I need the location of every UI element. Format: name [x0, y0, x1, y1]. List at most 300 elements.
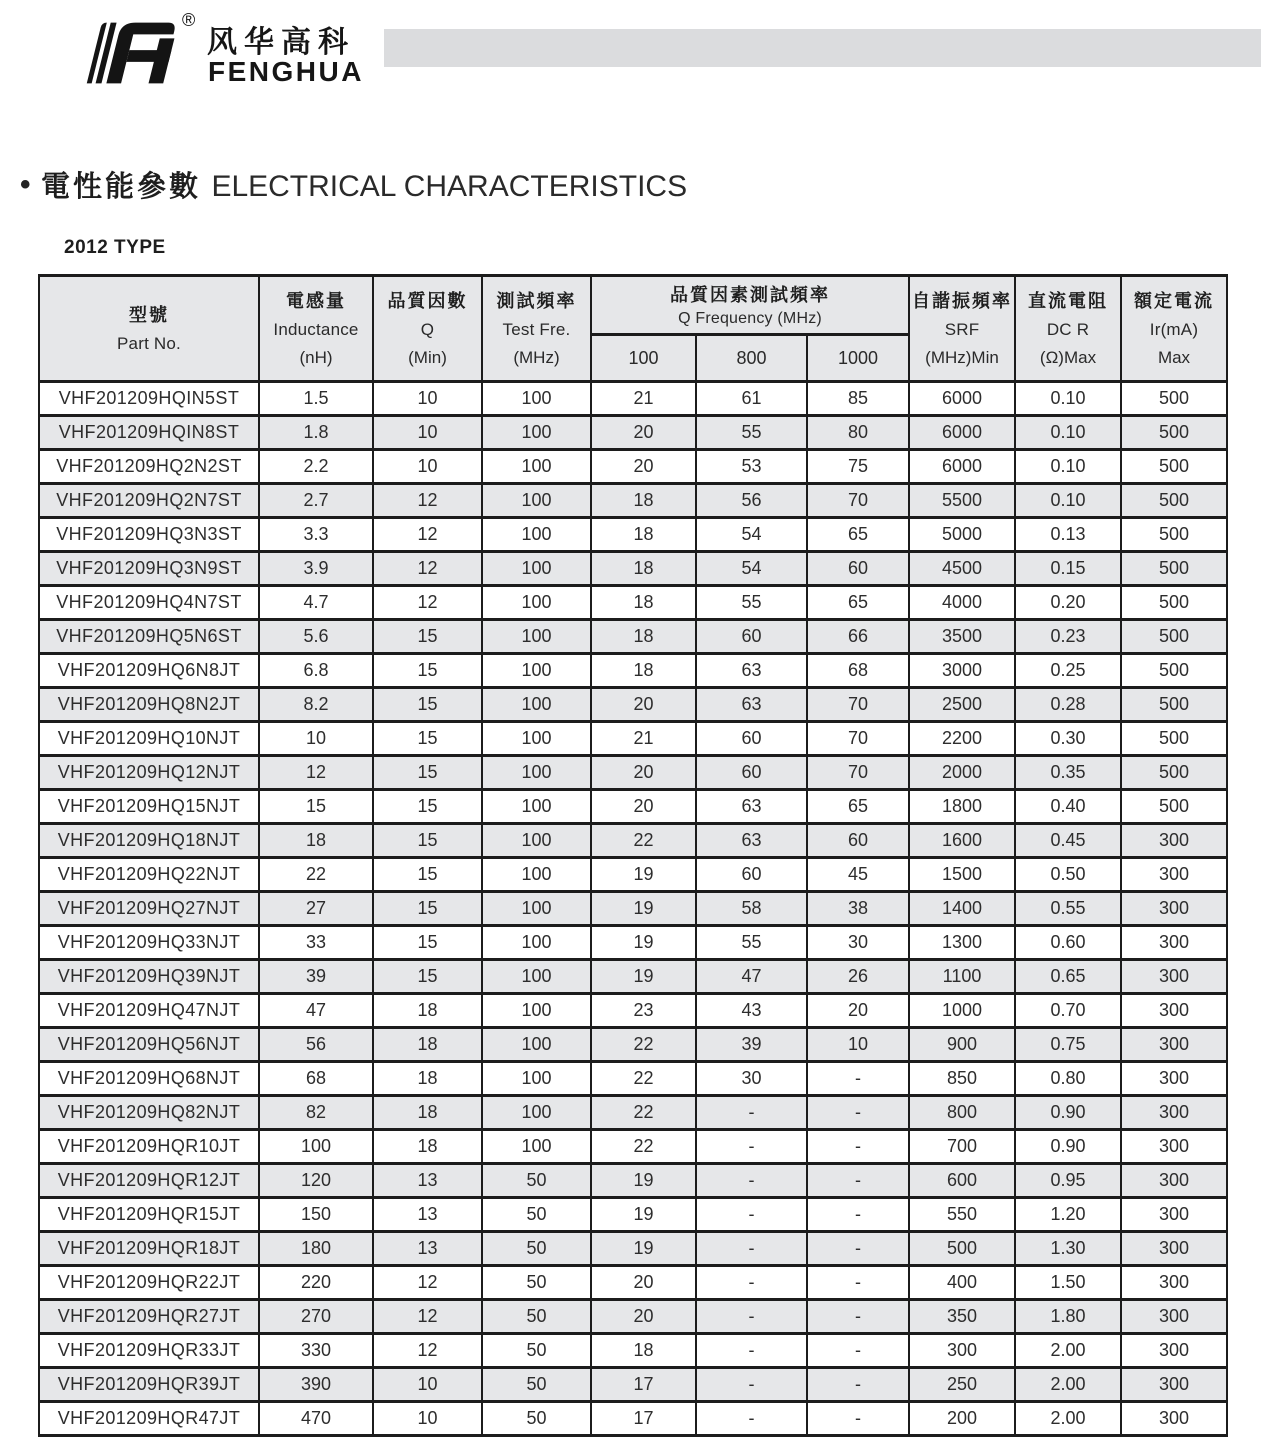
- cell-dcr-ohm-max: 0.35: [1015, 756, 1121, 790]
- cell-inductance-nh: 2.2: [259, 450, 373, 484]
- cell-q-at-1000mhz: -: [807, 1096, 909, 1130]
- table-row: [39, 790, 1227, 824]
- brand-name-en: FENGHUA: [208, 56, 364, 87]
- cell-inductance-nh: 27: [259, 892, 373, 926]
- cell-q-at-800mhz: 60: [696, 620, 807, 654]
- col-header-q-unit: (Min): [408, 347, 447, 367]
- cell-q-at-800mhz: -: [696, 1130, 807, 1164]
- col-header-rated-current-en: Ir(mA): [1149, 319, 1199, 339]
- cell-q-at-100mhz: 17: [591, 1402, 696, 1436]
- cell-ir-ma-max: 500: [1121, 620, 1227, 654]
- cell-ir-ma-max: 500: [1121, 756, 1227, 790]
- table-row: [39, 1062, 1227, 1096]
- cell-q-at-800mhz: 53: [696, 450, 807, 484]
- cell-dcr-ohm-max: 0.25: [1015, 654, 1121, 688]
- cell-part-no: VHF201209HQ3N9ST: [39, 552, 259, 586]
- cell-dcr-ohm-max: 0.70: [1015, 994, 1121, 1028]
- cell-q-at-1000mhz: -: [807, 1334, 909, 1368]
- cell-ir-ma-max: 500: [1121, 790, 1227, 824]
- col-header-srf-en: SRF: [944, 319, 980, 339]
- col-header-test-freq: [482, 276, 591, 382]
- cell-inductance-nh: 18: [259, 824, 373, 858]
- cell-srf-mhz-min: 400: [909, 1266, 1015, 1300]
- cell-q-at-1000mhz: -: [807, 1062, 909, 1096]
- cell-q-at-1000mhz: 75: [807, 450, 909, 484]
- cell-ir-ma-max: 300: [1121, 1368, 1227, 1402]
- cell-dcr-ohm-max: 0.15: [1015, 552, 1121, 586]
- electrical-characteristics-table: [38, 274, 1228, 1437]
- cell-q-at-100mhz: 20: [591, 688, 696, 722]
- cell-inductance-nh: 270: [259, 1300, 373, 1334]
- cell-q-at-100mhz: 20: [591, 1266, 696, 1300]
- cell-inductance-nh: 68: [259, 1062, 373, 1096]
- table-row: [39, 960, 1227, 994]
- cell-part-no: VHF201209HQR33JT: [39, 1334, 259, 1368]
- cell-srf-mhz-min: 6000: [909, 416, 1015, 450]
- cell-q-at-800mhz: 30: [696, 1062, 807, 1096]
- cell-q-at-1000mhz: 30: [807, 926, 909, 960]
- col-header-q-frequency-cn: 品質因素測試頻率: [670, 284, 830, 305]
- cell-q-at-1000mhz: 70: [807, 756, 909, 790]
- cell-part-no: VHF201209HQR18JT: [39, 1232, 259, 1266]
- table-row: [39, 450, 1227, 484]
- cell-q-min: 15: [373, 858, 482, 892]
- cell-srf-mhz-min: 2200: [909, 722, 1015, 756]
- cell-part-no: VHF201209HQIN5ST: [39, 382, 259, 416]
- table-row: [39, 518, 1227, 552]
- cell-inductance-nh: 180: [259, 1232, 373, 1266]
- cell-test-freq-mhz: 100: [482, 620, 591, 654]
- cell-q-min: 12: [373, 586, 482, 620]
- table-row: [39, 1028, 1227, 1062]
- cell-srf-mhz-min: 350: [909, 1300, 1015, 1334]
- cell-test-freq-mhz: 100: [482, 688, 591, 722]
- cell-srf-mhz-min: 1600: [909, 824, 1015, 858]
- cell-q-min: 12: [373, 1266, 482, 1300]
- cell-test-freq-mhz: 100: [482, 1096, 591, 1130]
- cell-q-at-100mhz: 18: [591, 586, 696, 620]
- cell-dcr-ohm-max: 0.10: [1015, 416, 1121, 450]
- cell-part-no: VHF201209HQR22JT: [39, 1266, 259, 1300]
- cell-part-no: VHF201209HQ56NJT: [39, 1028, 259, 1062]
- cell-part-no: VHF201209HQ18NJT: [39, 824, 259, 858]
- col-header-rated-current-unit: Max: [1157, 347, 1191, 367]
- col-header-q: [373, 276, 482, 382]
- cell-part-no: VHF201209HQ2N7ST: [39, 484, 259, 518]
- cell-test-freq-mhz: 50: [482, 1232, 591, 1266]
- cell-q-at-1000mhz: 66: [807, 620, 909, 654]
- cell-q-min: 10: [373, 416, 482, 450]
- col-header-test-freq-en: Test Fre.: [502, 319, 571, 339]
- cell-inductance-nh: 56: [259, 1028, 373, 1062]
- table-row: [39, 654, 1227, 688]
- table-row: [39, 1334, 1227, 1368]
- cell-test-freq-mhz: 100: [482, 1130, 591, 1164]
- cell-q-at-800mhz: 54: [696, 518, 807, 552]
- cell-q-at-100mhz: 18: [591, 518, 696, 552]
- cell-q-at-800mhz: 43: [696, 994, 807, 1028]
- header-decorative-bar: [384, 29, 1261, 67]
- cell-q-at-1000mhz: -: [807, 1300, 909, 1334]
- cell-q-at-1000mhz: 65: [807, 586, 909, 620]
- cell-q-at-100mhz: 19: [591, 892, 696, 926]
- cell-test-freq-mhz: 100: [482, 892, 591, 926]
- table-row: [39, 994, 1227, 1028]
- cell-srf-mhz-min: 700: [909, 1130, 1015, 1164]
- cell-inductance-nh: 150: [259, 1198, 373, 1232]
- cell-srf-mhz-min: 1400: [909, 892, 1015, 926]
- cell-inductance-nh: 6.8: [259, 654, 373, 688]
- cell-srf-mhz-min: 6000: [909, 450, 1015, 484]
- table-row: [39, 1164, 1227, 1198]
- cell-ir-ma-max: 300: [1121, 1198, 1227, 1232]
- cell-part-no: VHF201209HQIN8ST: [39, 416, 259, 450]
- cell-dcr-ohm-max: 1.80: [1015, 1300, 1121, 1334]
- cell-test-freq-mhz: 50: [482, 1164, 591, 1198]
- cell-test-freq-mhz: 100: [482, 382, 591, 416]
- cell-q-at-100mhz: 21: [591, 382, 696, 416]
- table-body: [39, 382, 1227, 1436]
- cell-srf-mhz-min: 2500: [909, 688, 1015, 722]
- cell-q-min: 10: [373, 1368, 482, 1402]
- table-row: [39, 824, 1227, 858]
- cell-q-min: 15: [373, 926, 482, 960]
- cell-part-no: VHF201209HQ6N8JT: [39, 654, 259, 688]
- table-row: [39, 1096, 1227, 1130]
- cell-q-at-100mhz: 23: [591, 994, 696, 1028]
- cell-q-at-800mhz: 55: [696, 586, 807, 620]
- cell-q-at-100mhz: 20: [591, 416, 696, 450]
- cell-test-freq-mhz: 50: [482, 1266, 591, 1300]
- cell-test-freq-mhz: 100: [482, 552, 591, 586]
- cell-part-no: VHF201209HQ82NJT: [39, 1096, 259, 1130]
- cell-q-min: 15: [373, 824, 482, 858]
- cell-ir-ma-max: 300: [1121, 1028, 1227, 1062]
- cell-q-min: 15: [373, 722, 482, 756]
- cell-part-no: VHF201209HQR27JT: [39, 1300, 259, 1334]
- cell-inductance-nh: 39: [259, 960, 373, 994]
- cell-part-no: VHF201209HQ12NJT: [39, 756, 259, 790]
- cell-srf-mhz-min: 4000: [909, 586, 1015, 620]
- cell-srf-mhz-min: 600: [909, 1164, 1015, 1198]
- cell-ir-ma-max: 500: [1121, 586, 1227, 620]
- cell-q-at-800mhz: -: [696, 1334, 807, 1368]
- cell-dcr-ohm-max: 0.90: [1015, 1130, 1121, 1164]
- cell-part-no: VHF201209HQ4N7ST: [39, 586, 259, 620]
- cell-dcr-ohm-max: 1.30: [1015, 1232, 1121, 1266]
- cell-test-freq-mhz: 100: [482, 722, 591, 756]
- cell-inductance-nh: 4.7: [259, 586, 373, 620]
- cell-ir-ma-max: 300: [1121, 994, 1227, 1028]
- cell-q-at-100mhz: 18: [591, 484, 696, 518]
- cell-inductance-nh: 100: [259, 1130, 373, 1164]
- table-row: [39, 1402, 1227, 1436]
- table-row: [39, 688, 1227, 722]
- cell-part-no: VHF201209HQ8N2JT: [39, 688, 259, 722]
- cell-ir-ma-max: 300: [1121, 926, 1227, 960]
- page-title: [20, 164, 687, 205]
- cell-q-at-1000mhz: 60: [807, 552, 909, 586]
- cell-srf-mhz-min: 5000: [909, 518, 1015, 552]
- cell-q-at-1000mhz: -: [807, 1368, 909, 1402]
- cell-q-at-100mhz: 19: [591, 1164, 696, 1198]
- cell-q-min: 18: [373, 1096, 482, 1130]
- cell-q-at-100mhz: 22: [591, 824, 696, 858]
- cell-q-at-100mhz: 19: [591, 960, 696, 994]
- cell-dcr-ohm-max: 0.90: [1015, 1096, 1121, 1130]
- cell-ir-ma-max: 500: [1121, 484, 1227, 518]
- cell-test-freq-mhz: 50: [482, 1402, 591, 1436]
- cell-ir-ma-max: 300: [1121, 1402, 1227, 1436]
- cell-q-min: 12: [373, 1334, 482, 1368]
- cell-inductance-nh: 470: [259, 1402, 373, 1436]
- table-row: [39, 1300, 1227, 1334]
- bullet-icon: •: [20, 168, 31, 201]
- cell-dcr-ohm-max: 2.00: [1015, 1368, 1121, 1402]
- cell-dcr-ohm-max: 0.40: [1015, 790, 1121, 824]
- cell-srf-mhz-min: 1000: [909, 994, 1015, 1028]
- col-header-q-at-100mhz: 100: [591, 335, 696, 382]
- cell-srf-mhz-min: 850: [909, 1062, 1015, 1096]
- col-header-q-at-800mhz: 800: [696, 335, 807, 382]
- cell-ir-ma-max: 300: [1121, 1334, 1227, 1368]
- cell-test-freq-mhz: 100: [482, 450, 591, 484]
- col-header-dcr-unit: (Ω)Max: [1039, 347, 1097, 367]
- cell-part-no: VHF201209HQR47JT: [39, 1402, 259, 1436]
- table-row: [39, 1130, 1227, 1164]
- table-row: [39, 722, 1227, 756]
- cell-ir-ma-max: 300: [1121, 1096, 1227, 1130]
- cell-q-at-1000mhz: -: [807, 1232, 909, 1266]
- cell-q-at-100mhz: 18: [591, 1334, 696, 1368]
- cell-q-min: 12: [373, 484, 482, 518]
- cell-dcr-ohm-max: 0.10: [1015, 450, 1121, 484]
- cell-ir-ma-max: 300: [1121, 1300, 1227, 1334]
- cell-dcr-ohm-max: 0.23: [1015, 620, 1121, 654]
- cell-q-at-800mhz: -: [696, 1198, 807, 1232]
- cell-q-min: 10: [373, 450, 482, 484]
- cell-q-at-1000mhz: 45: [807, 858, 909, 892]
- cell-test-freq-mhz: 50: [482, 1368, 591, 1402]
- cell-q-at-100mhz: 21: [591, 722, 696, 756]
- cell-q-at-100mhz: 19: [591, 1232, 696, 1266]
- col-header-srf-unit: (MHz)Min: [925, 347, 999, 367]
- cell-q-at-800mhz: -: [696, 1232, 807, 1266]
- cell-test-freq-mhz: 100: [482, 824, 591, 858]
- cell-q-at-1000mhz: 80: [807, 416, 909, 450]
- brand-name-cn: 风华高科: [207, 26, 355, 59]
- cell-dcr-ohm-max: 2.00: [1015, 1402, 1121, 1436]
- col-header-q-at-1000mhz: 1000: [807, 335, 909, 382]
- cell-dcr-ohm-max: 0.10: [1015, 382, 1121, 416]
- col-header-dcr: [1015, 276, 1121, 382]
- cell-inductance-nh: 8.2: [259, 688, 373, 722]
- cell-q-at-1000mhz: 20: [807, 994, 909, 1028]
- table-row: [39, 858, 1227, 892]
- cell-test-freq-mhz: 100: [482, 756, 591, 790]
- col-header-part-no-en: Part No.: [117, 334, 181, 353]
- cell-dcr-ohm-max: 0.50: [1015, 858, 1121, 892]
- cell-ir-ma-max: 500: [1121, 552, 1227, 586]
- cell-dcr-ohm-max: 0.65: [1015, 960, 1121, 994]
- cell-q-at-800mhz: 58: [696, 892, 807, 926]
- cell-part-no: VHF201209HQR39JT: [39, 1368, 259, 1402]
- cell-test-freq-mhz: 100: [482, 926, 591, 960]
- cell-srf-mhz-min: 800: [909, 1096, 1015, 1130]
- cell-srf-mhz-min: 1300: [909, 926, 1015, 960]
- cell-q-at-800mhz: 60: [696, 858, 807, 892]
- cell-part-no: VHF201209HQR12JT: [39, 1164, 259, 1198]
- cell-q-at-800mhz: 47: [696, 960, 807, 994]
- cell-part-no: VHF201209HQR15JT: [39, 1198, 259, 1232]
- cell-q-min: 15: [373, 654, 482, 688]
- cell-test-freq-mhz: 100: [482, 654, 591, 688]
- cell-srf-mhz-min: 5500: [909, 484, 1015, 518]
- cell-part-no: VHF201209HQ39NJT: [39, 960, 259, 994]
- cell-q-at-800mhz: 63: [696, 790, 807, 824]
- cell-part-no: VHF201209HQ5N6ST: [39, 620, 259, 654]
- cell-q-at-800mhz: 63: [696, 824, 807, 858]
- cell-srf-mhz-min: 1800: [909, 790, 1015, 824]
- col-header-test-freq-cn: 測試頻率: [496, 290, 577, 311]
- cell-q-at-100mhz: 20: [591, 790, 696, 824]
- cell-q-at-100mhz: 22: [591, 1028, 696, 1062]
- col-header-q-frequency-en: Q Frequency (MHz): [678, 309, 822, 327]
- cell-q-min: 10: [373, 382, 482, 416]
- cell-srf-mhz-min: 6000: [909, 382, 1015, 416]
- cell-q-min: 15: [373, 756, 482, 790]
- cell-inductance-nh: 5.6: [259, 620, 373, 654]
- cell-inductance-nh: 33: [259, 926, 373, 960]
- cell-inductance-nh: 22: [259, 858, 373, 892]
- cell-dcr-ohm-max: 0.10: [1015, 484, 1121, 518]
- cell-q-at-1000mhz: 65: [807, 518, 909, 552]
- cell-ir-ma-max: 500: [1121, 688, 1227, 722]
- cell-part-no: VHF201209HQ10NJT: [39, 722, 259, 756]
- cell-ir-ma-max: 300: [1121, 858, 1227, 892]
- cell-dcr-ohm-max: 1.20: [1015, 1198, 1121, 1232]
- cell-ir-ma-max: 300: [1121, 960, 1227, 994]
- cell-q-at-800mhz: 63: [696, 688, 807, 722]
- col-header-dcr-cn: 直流電阻: [1028, 290, 1108, 311]
- col-header-inductance-en: Inductance: [273, 319, 359, 339]
- table-row: [39, 552, 1227, 586]
- col-header-rated-current: [1121, 276, 1227, 382]
- cell-q-at-100mhz: 17: [591, 1368, 696, 1402]
- table-row: [39, 1368, 1227, 1402]
- cell-ir-ma-max: 500: [1121, 382, 1227, 416]
- cell-q-at-1000mhz: 60: [807, 824, 909, 858]
- cell-q-min: 15: [373, 892, 482, 926]
- cell-srf-mhz-min: 200: [909, 1402, 1015, 1436]
- cell-q-at-100mhz: 20: [591, 1300, 696, 1334]
- cell-inductance-nh: 3.3: [259, 518, 373, 552]
- cell-test-freq-mhz: 100: [482, 790, 591, 824]
- cell-q-at-1000mhz: 65: [807, 790, 909, 824]
- cell-q-at-100mhz: 18: [591, 620, 696, 654]
- col-header-test-freq-unit: (MHz): [513, 347, 560, 367]
- cell-q-at-100mhz: 18: [591, 654, 696, 688]
- cell-q-min: 13: [373, 1164, 482, 1198]
- cell-inductance-nh: 47: [259, 994, 373, 1028]
- cell-part-no: VHF201209HQ33NJT: [39, 926, 259, 960]
- cell-q-min: 13: [373, 1232, 482, 1266]
- cell-test-freq-mhz: 50: [482, 1300, 591, 1334]
- cell-srf-mhz-min: 4500: [909, 552, 1015, 586]
- cell-q-min: 18: [373, 1130, 482, 1164]
- cell-q-at-800mhz: 56: [696, 484, 807, 518]
- col-header-q-en: Q: [420, 319, 435, 339]
- registered-trademark-icon: ®: [182, 10, 196, 30]
- table-row: [39, 1198, 1227, 1232]
- col-header-q-cn: 品質因數: [387, 290, 468, 311]
- cell-q-at-1000mhz: 26: [807, 960, 909, 994]
- page-title-cn: 電性能參數: [40, 171, 201, 203]
- cell-dcr-ohm-max: 0.95: [1015, 1164, 1121, 1198]
- cell-inductance-nh: 390: [259, 1368, 373, 1402]
- cell-dcr-ohm-max: 0.60: [1015, 926, 1121, 960]
- col-header-part-no: [39, 276, 259, 382]
- cell-ir-ma-max: 300: [1121, 1130, 1227, 1164]
- cell-inductance-nh: 10: [259, 722, 373, 756]
- cell-ir-ma-max: 300: [1121, 1164, 1227, 1198]
- cell-inductance-nh: 120: [259, 1164, 373, 1198]
- table-row: [39, 586, 1227, 620]
- cell-q-min: 12: [373, 1300, 482, 1334]
- cell-part-no: VHF201209HQ2N2ST: [39, 450, 259, 484]
- type-label: 2012 TYPE: [64, 237, 166, 258]
- cell-ir-ma-max: 500: [1121, 416, 1227, 450]
- table-row: [39, 620, 1227, 654]
- cell-q-at-1000mhz: -: [807, 1130, 909, 1164]
- cell-q-at-800mhz: 60: [696, 722, 807, 756]
- cell-part-no: VHF201209HQ27NJT: [39, 892, 259, 926]
- cell-srf-mhz-min: 3000: [909, 654, 1015, 688]
- cell-q-at-100mhz: 19: [591, 1198, 696, 1232]
- cell-q-at-1000mhz: -: [807, 1198, 909, 1232]
- fenghua-logo-icon: [85, 18, 183, 90]
- cell-part-no: VHF201209HQR10JT: [39, 1130, 259, 1164]
- cell-q-at-800mhz: -: [696, 1266, 807, 1300]
- cell-q-min: 15: [373, 620, 482, 654]
- cell-q-min: 18: [373, 1062, 482, 1096]
- cell-inductance-nh: 330: [259, 1334, 373, 1368]
- cell-dcr-ohm-max: 0.80: [1015, 1062, 1121, 1096]
- cell-srf-mhz-min: 1500: [909, 858, 1015, 892]
- cell-q-at-1000mhz: 70: [807, 484, 909, 518]
- cell-dcr-ohm-max: 0.75: [1015, 1028, 1121, 1062]
- cell-dcr-ohm-max: 1.50: [1015, 1266, 1121, 1300]
- table-row: [39, 484, 1227, 518]
- cell-q-at-800mhz: -: [696, 1096, 807, 1130]
- cell-ir-ma-max: 300: [1121, 892, 1227, 926]
- cell-inductance-nh: 220: [259, 1266, 373, 1300]
- cell-q-min: 12: [373, 518, 482, 552]
- cell-q-at-1000mhz: 70: [807, 688, 909, 722]
- cell-part-no: VHF201209HQ22NJT: [39, 858, 259, 892]
- cell-inductance-nh: 12: [259, 756, 373, 790]
- cell-ir-ma-max: 300: [1121, 824, 1227, 858]
- cell-srf-mhz-min: 3500: [909, 620, 1015, 654]
- cell-q-at-800mhz: 60: [696, 756, 807, 790]
- table-row: [39, 416, 1227, 450]
- cell-part-no: VHF201209HQ68NJT: [39, 1062, 259, 1096]
- cell-q-at-1000mhz: 85: [807, 382, 909, 416]
- cell-q-min: 15: [373, 688, 482, 722]
- cell-test-freq-mhz: 100: [482, 416, 591, 450]
- cell-q-at-800mhz: 63: [696, 654, 807, 688]
- cell-dcr-ohm-max: 0.20: [1015, 586, 1121, 620]
